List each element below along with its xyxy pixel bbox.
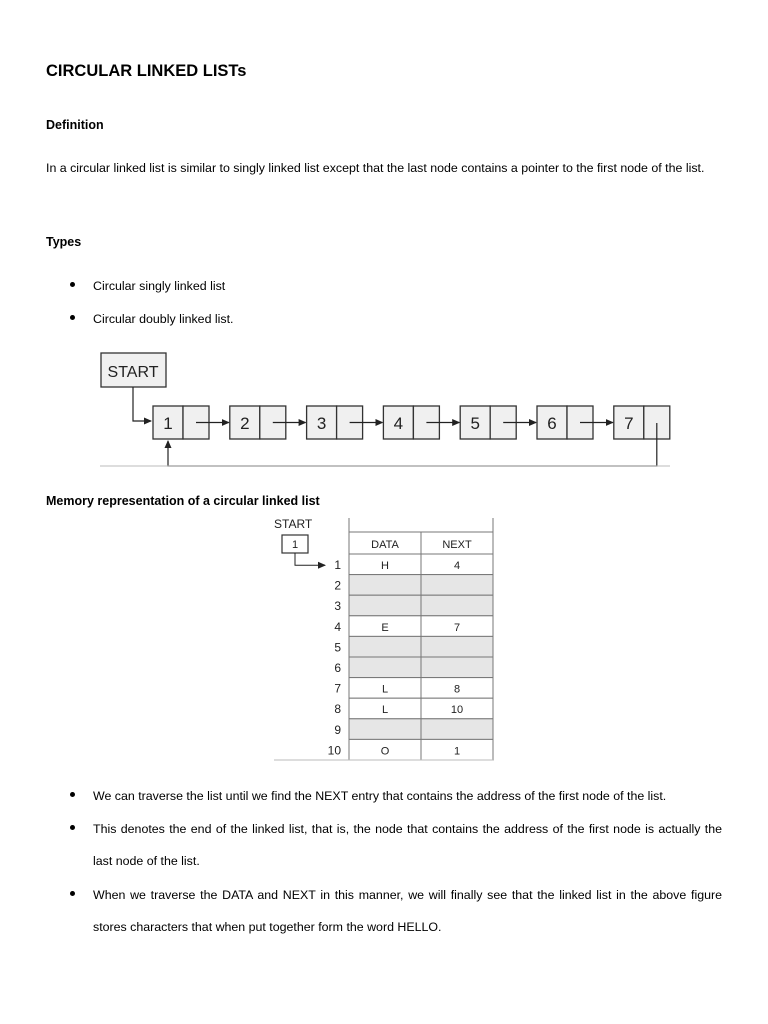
- next-value: 7: [453, 621, 461, 634]
- data-value: H: [381, 560, 389, 572]
- start-arrow: [295, 553, 325, 565]
- bullet-dot-icon: [70, 282, 75, 287]
- note-text: We can traverse the list until we find the NEXT entry that contains the address of the first node of the list.: [93, 789, 667, 803]
- note-list-item: [93, 879, 722, 943]
- data-value: L: [381, 683, 389, 696]
- node-value: 4: [393, 414, 404, 433]
- types-item-text: Circular doubly linked list.: [93, 312, 234, 326]
- note-text: When we traverse the DATA and NEXT in this manner, we will finally see that the linked list in the above figure stores characters that when put together form the word HELLO.: [93, 888, 722, 934]
- next-value: 1: [453, 745, 461, 758]
- bullet-dot-icon: [70, 891, 75, 896]
- next-cell: [421, 657, 493, 678]
- column-header: DATA: [371, 539, 399, 551]
- note-list-item: [93, 813, 722, 877]
- next-value: 10: [450, 704, 464, 717]
- row-index: 7: [334, 681, 341, 696]
- row-index: 8: [334, 702, 341, 717]
- types-heading: Types: [46, 235, 82, 249]
- definition-heading: Definition: [46, 118, 104, 132]
- bullet-dot-icon: [70, 315, 75, 320]
- next-cell: [421, 595, 493, 616]
- data-value: E: [381, 621, 389, 634]
- types-item-text: Circular singly linked list: [93, 279, 226, 293]
- memory-heading: Memory representation of a circular linked list: [46, 494, 320, 508]
- page-title: CIRCULAR LINKED LISTs: [46, 62, 247, 80]
- node-value: 1: [163, 414, 173, 433]
- data-cell: [349, 719, 421, 740]
- node-value: 3: [316, 414, 327, 433]
- next-cell: [421, 719, 493, 740]
- row-index: 10: [327, 743, 341, 758]
- next-value: 4: [453, 560, 461, 572]
- node-value: 5: [470, 414, 480, 433]
- note-text: This denotes the end of the linked list, that is, the node that contains the address of the first node is actually the last node of the list.: [93, 822, 722, 868]
- note-list-item: [93, 780, 722, 812]
- memory-table-diagram: [268, 514, 498, 766]
- start-arrow: [133, 387, 151, 421]
- types-list-item: [93, 303, 722, 335]
- node-value: 2: [240, 414, 250, 433]
- definition-text: In a circular linked list is similar to singly linked list except that the last node contains a pointer to the first node of the list.: [46, 161, 705, 175]
- row-index: 1: [334, 558, 341, 572]
- data-cell: [349, 636, 421, 657]
- node-value: 6: [547, 414, 557, 433]
- row-index: 9: [334, 722, 341, 737]
- row-index: 5: [334, 640, 341, 655]
- data-value: O: [380, 745, 390, 758]
- data-cell: [349, 595, 421, 616]
- start-value: 1: [291, 539, 299, 551]
- row-index: 2: [334, 578, 341, 593]
- bullet-dot-icon: [70, 825, 75, 830]
- data-cell: [349, 575, 421, 596]
- start-label: START: [107, 364, 159, 381]
- next-cell: [421, 575, 493, 596]
- row-index: 3: [334, 599, 341, 614]
- data-cell: [349, 657, 421, 678]
- data-value: L: [381, 704, 389, 717]
- node-value: 7: [624, 414, 634, 433]
- row-index: 4: [334, 619, 341, 634]
- column-header: NEXT: [442, 539, 472, 551]
- start-label: START: [274, 517, 313, 531]
- row-index: 6: [334, 661, 341, 675]
- circular-list-diagram: [96, 348, 674, 472]
- bullet-dot-icon: [70, 792, 75, 797]
- next-value: 8: [453, 683, 461, 696]
- types-list-item: [93, 270, 722, 302]
- next-cell: [421, 636, 493, 657]
